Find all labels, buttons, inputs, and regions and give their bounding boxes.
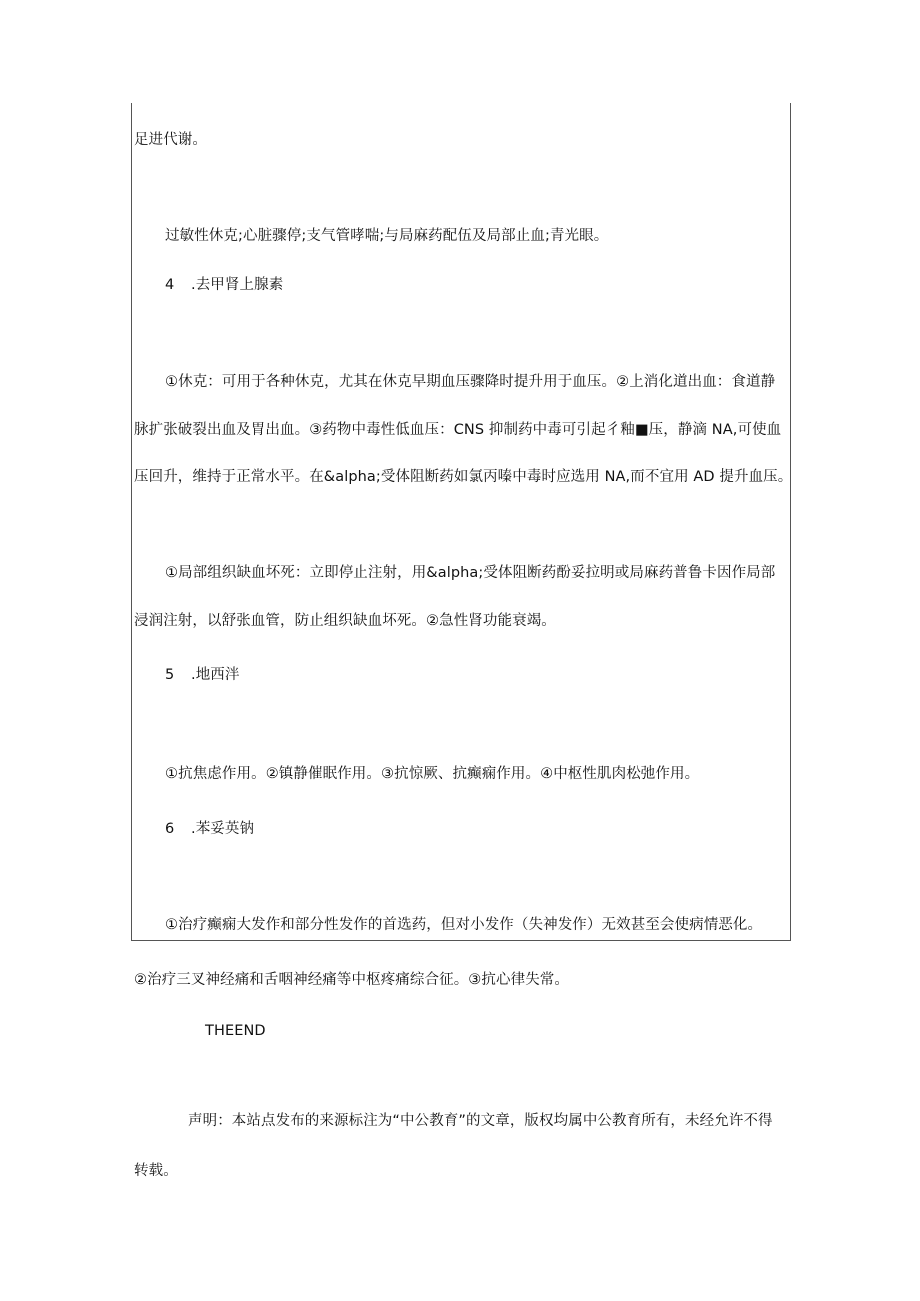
paragraph-line: 浸润注射，以舒张血管，防止组织缺血坏死。②急性肾功能衰竭。	[134, 613, 556, 629]
paragraph-continuation: 足进代谢。	[134, 132, 207, 148]
disclaimer-line: 声明：本站点发布的来源标注为“中公教育”的文章，版权均属中公教育所有，未经允许不得	[188, 1113, 773, 1129]
paragraph-line: 脉扩张破裂出血及胃出血。③药物中毒性低血压：CNS 抑制药中毒可引起彳釉■压，静滴 NA,可使血	[134, 422, 782, 438]
paragraph-line: 压回升，维持于正常水平。在&alpha;受体阻断药如氯丙嗪中毒时应选用 NA,而不宜用 AD 提升血压。	[134, 469, 793, 485]
section-number: 4	[165, 277, 175, 293]
section-title: .地西泮	[191, 667, 240, 683]
paragraph-indications: 过敏性休克;心脏骤停;支气管哮喘;与局麻药配伍及局部止血;青光眼。	[165, 228, 609, 244]
section-heading-5	[165, 665, 240, 685]
section-number: 6	[165, 821, 175, 837]
paragraph-line: ①休克：可用于各种休克，尤其在休克早期血压骤降时提升用于血压。②上消化道出血：食道静	[165, 374, 776, 390]
section-heading-4	[165, 275, 283, 295]
section-number: 5	[165, 667, 175, 683]
disclaimer-line: 转载。	[134, 1163, 178, 1179]
end-mark: THEEND	[205, 1023, 266, 1039]
paragraph-line: ②治疗三叉神经痛和舌咽神经痛等中枢疼痛综合征。③抗心律失常。	[134, 972, 569, 988]
paragraph-diazepam: ①抗焦虑作用。②镇静催眠作用。③抗惊厥、抗癫痫作用。④中枢性肌肉松弛作用。	[165, 766, 700, 782]
section-heading-6	[165, 819, 254, 839]
paragraph-line: ①治疗癫痫大发作和部分性发作的首选药，但对小发作（失神发作）无效甚至会使病情恶化。	[165, 917, 763, 933]
section-title: .去甲肾上腺素	[191, 277, 284, 293]
paragraph-line: ①局部组织缺血坏死：立即停止注射，用&alpha;受体阻断药酚妥拉明或局麻药普鲁卡因作局部	[165, 565, 776, 581]
section-title: .苯妥英钠	[191, 821, 255, 837]
